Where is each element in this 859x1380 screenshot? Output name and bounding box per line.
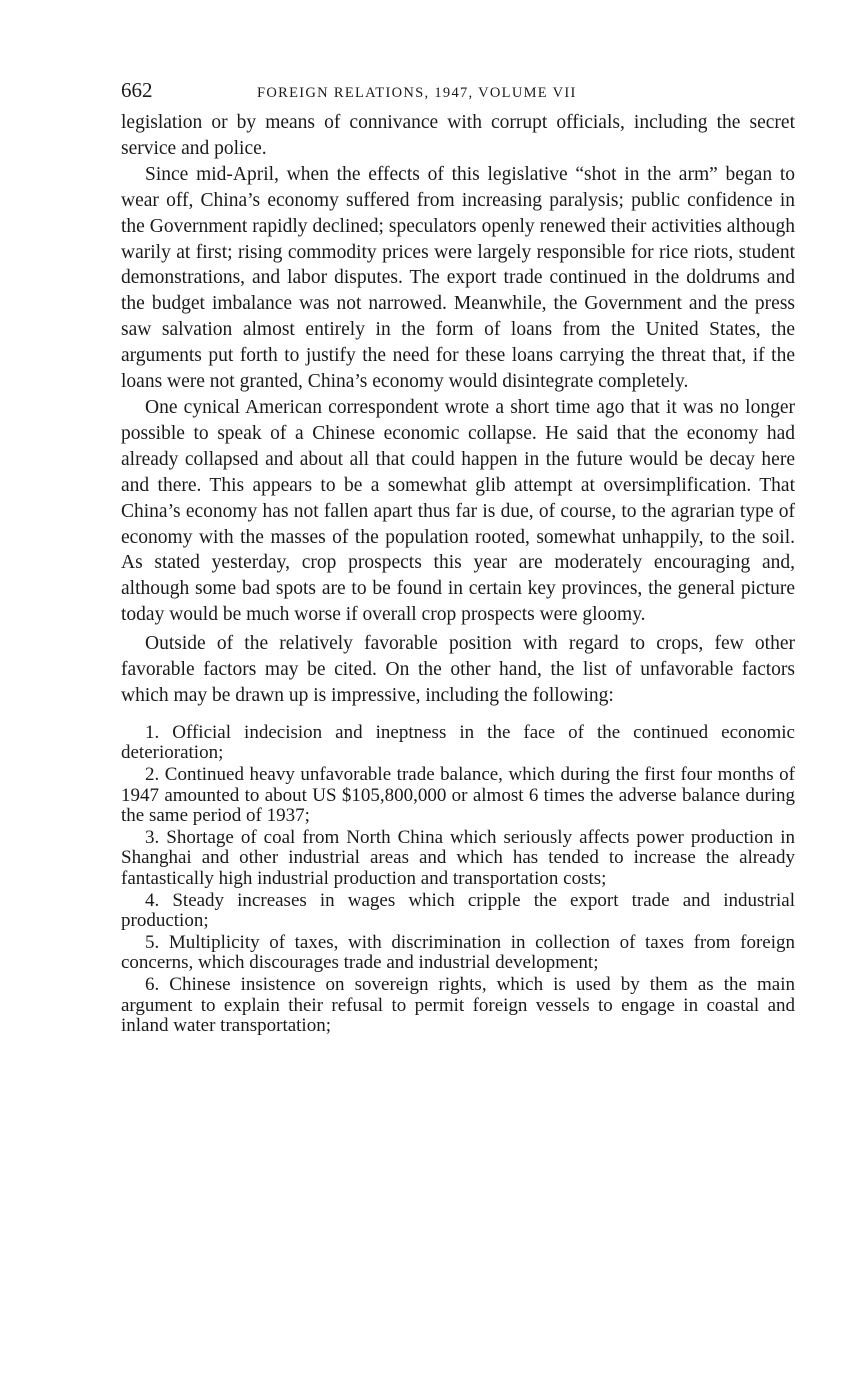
unfavorable-factors-list	[121, 723, 795, 1037]
list-item: 2. Continued heavy unfavorable trade balance, which during the first four months of 1947 amounted to about US $105,800,000 or almost 6 times the adverse balance during the same period of 1937;	[121, 764, 795, 827]
list-item: 6. Chinese insistence on sovereign rights, which is used by them as the main argument to explain their refusal to permit foreign vessels to engage in coastal and inland water transportation;	[121, 973, 795, 1037]
list-item: 1. Official indecision and ineptness in the face of the continued economic deterioration;	[121, 721, 795, 764]
page-header	[121, 78, 795, 110]
paragraph: One cynical American correspondent wrote a short time ago that it was no longer possible to speak of a Chinese economic collapse. He said that the economy had already collapsed and about all that could happen in the future would be decay here and there. This appears to be a somewhat glib attempt at oversimplification. That China’s economy has not fallen apart thus far is due, of course, to the agrarian type of economy with the masses of the population rooted, somewhat unhappily, to the soil. As stated yesterday, crop prospects this year are moderately encouraging and, although some bad spots are to be found in certain key provinces, the general picture today would be much worse if overall crop prospects were gloomy.	[121, 396, 795, 626]
list-item: 4. Steady increases in wages which cripple the export trade and industrial production;	[121, 889, 795, 932]
body-text	[121, 110, 795, 709]
page-number: 662	[121, 78, 153, 102]
document-page	[121, 78, 795, 1038]
paragraph-continuation: legislation or by means of connivance with corrupt officials, including the secret service and police.	[121, 112, 795, 159]
paragraph: Outside of the relatively favorable position with regard to crops, few other favorable factors may be cited. On the other hand, the list of unfavorable factors which may be drawn up is impressive, including the following:	[121, 633, 795, 706]
list-item: 3. Shortage of coal from North China which seriously affects power production in Shanghai and other industrial areas and which has tended to increase the already fantastically high industrial production and transportation costs;	[121, 826, 795, 889]
running-title: FOREIGN RELATIONS, 1947, VOLUME VII	[257, 85, 577, 101]
list-item: 5. Multiplicity of taxes, with discrimination in collection of taxes from foreign concerns, which discourages trade and industrial development;	[121, 931, 795, 974]
paragraph: Since mid-April, when the effects of this legislative “shot in the arm” began to wear off, China’s economy suffered from increasing paralysis; public confidence in the Government rapidly declined; speculators openly renewed their activities although warily at first; rising commodity prices were largely responsible for rice riots, student demonstrations, and labor disputes. The export trade continued in the doldrums and the budget imbalance was not narrowed. Meanwhile, the Government and the press saw salvation almost entirely in the form of loans from the United States, the arguments put forth to justify the need for these loans carrying the threat that, if the loans were not granted, China’s economy would disintegrate completely.	[121, 163, 795, 393]
